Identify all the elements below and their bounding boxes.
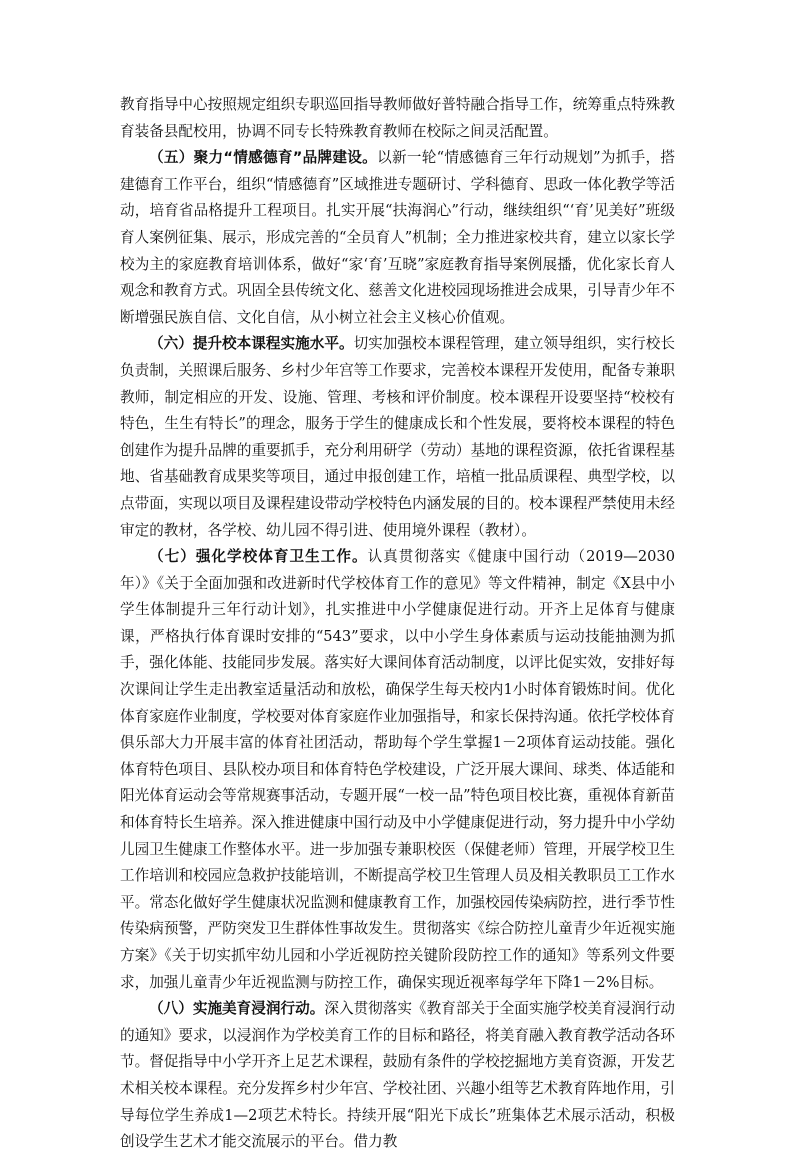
paragraph-section-7 bbox=[120, 544, 675, 996]
section-heading: （八）实施美育浸润行动。 bbox=[149, 1000, 325, 1018]
paragraph-section-5 bbox=[120, 145, 675, 331]
document-page bbox=[120, 92, 675, 1156]
paragraph-continuation bbox=[120, 92, 675, 145]
paragraph-body: 切实加强校本课程管理，建立领导组织，实行校长负责制，关照课后服务、乡村少年宫等工作要求，完善校本课程开发使用，配备专兼职教师，制定相应的开发、设施、管理、考核和评价制度。校本课程开设要坚持“校校有特色，生生有特长”的理念，服务于学生的健康成长和个性发展，要将校本课程的特色创建作为提升品牌的重要抓手，充分利用研学（劳动）基地的课程资源，依托省课程基地、省基础教育成果奖等项目，通过申报创建工作，培植一批品质课程、典型学校，以点带面，实现以项目及课程建设带动学校特色内涵发展的目的。校本课程严禁使用未经审定的教材，各学校、幼儿园不得引进、使用境外课程（教材）。 bbox=[120, 335, 675, 539]
paragraph-body: 认真贯彻落实《健康中国行动（2019—2030年）》《关于全面加强和改进新时代学校体育工作的意见》等文件精神，制定《X县中小学生体制提升三年行动计划》，扎实推进中小学健康促进行动。开齐上足体育与健康课，严格执行体育课时安排的“543”要求，以中小学生身体素质与运动技能抽测为抓手，强化体能、技能同步发展。落实好大课间体育活动制度，以评比促实效，安排好每次课间让学生走出教室适量活动和放松，确保学生每天校内1小时体育锻炼时间。优化体育家庭作业制度，学校要对体育家庭作业加强指导，和家长保持沟通。依托学校体育俱乐部大力开展丰富的体育社团活动，帮助每个学生掌握1－2项体育运动技能。强化体育特色项目、县队校办项目和体育特色学校建设，广泛开展大课间、球类、体适能和阳光体育运动会等常规赛事活动，专题开展“一校一品”特色项目校比赛，重视体育新苗和体育特长生培养。深入推进健康中国行动及中小学健康促进行动，努力提升中小学幼儿园卫生健康工作整体水平。进一步加强专兼职校医（保健老师）管理，开展学校卫生工作培训和校园应急救护技能培训，不断提高学校卫生管理人员及相关教职员工工作水平。常态化做好学生健康状况监测和健康教育工作，加强校园传染病防控，进行季节性传染病预警，严防突发卫生群体性事故发生。贯彻落实《综合防控儿童青少年近视实施方案》《关于切实抓牢幼儿园和小学近视防控关键阶段防控工作的通知》等系列文件要求，加强儿童青少年近视监测与防控工作，确保实现近视率每学年下降1－2%目标。 bbox=[120, 548, 675, 991]
section-heading: （七）强化学校体育卫生工作。 bbox=[149, 548, 368, 566]
paragraph-section-6 bbox=[120, 331, 675, 544]
paragraph-section-8 bbox=[120, 996, 675, 1156]
section-heading: （五）聚力“情感德育”品牌建设。 bbox=[149, 149, 378, 167]
paragraph-body: 以新一轮“情感德育三年行动规划”为抓手，搭建德育工作平台，组织“情感德育”区域推进专题研讨、学科德育、思政一体化教学等活动，培育省品格提升工程项目。扎实开展“扶海润心”行动，继续组织“‘育’见美好”班级育人案例征集、展示，形成完善的“全员育人”机制；全力推进家校共育，建立以家长学校为主的家庭教育培训体系，做好“家‘育’互晓”家庭教育指导案例展播，优化家长育人观念和教育方式。巩固全县传统文化、慈善文化进校园现场推进会成果，引导青少年不断增强民族自信、文化自信，从小树立社会主义核心价值观。 bbox=[120, 149, 675, 326]
paragraph-body: 深入贯彻落实《教育部关于全面实施学校美育浸润行动的通知》要求，以浸润作为学校美育工作的目标和路径，将美育融入教育教学活动各环节。督促指导中小学开齐上足艺术课程，鼓励有条件的学校挖掘地方美育资源，开发艺术相关校本课程。充分发挥乡村少年宫、学校社团、兴趣小组等艺术教育阵地作用，引导每位学生养成1—2项艺术特长。持续开展“阳光下成长”班集体艺术展示活动，积极创设学生艺术才能交流展示的平台。借力教 bbox=[120, 1000, 675, 1151]
paragraph-body: 教育指导中心按照规定组织专职巡回指导教师做好普特融合指导工作，统筹重点特殊教育装备县配校用，协调不同专长特殊教育教师在校际之间灵活配置。 bbox=[120, 96, 675, 140]
section-heading: （六）提升校本课程实施水平。 bbox=[149, 335, 354, 353]
